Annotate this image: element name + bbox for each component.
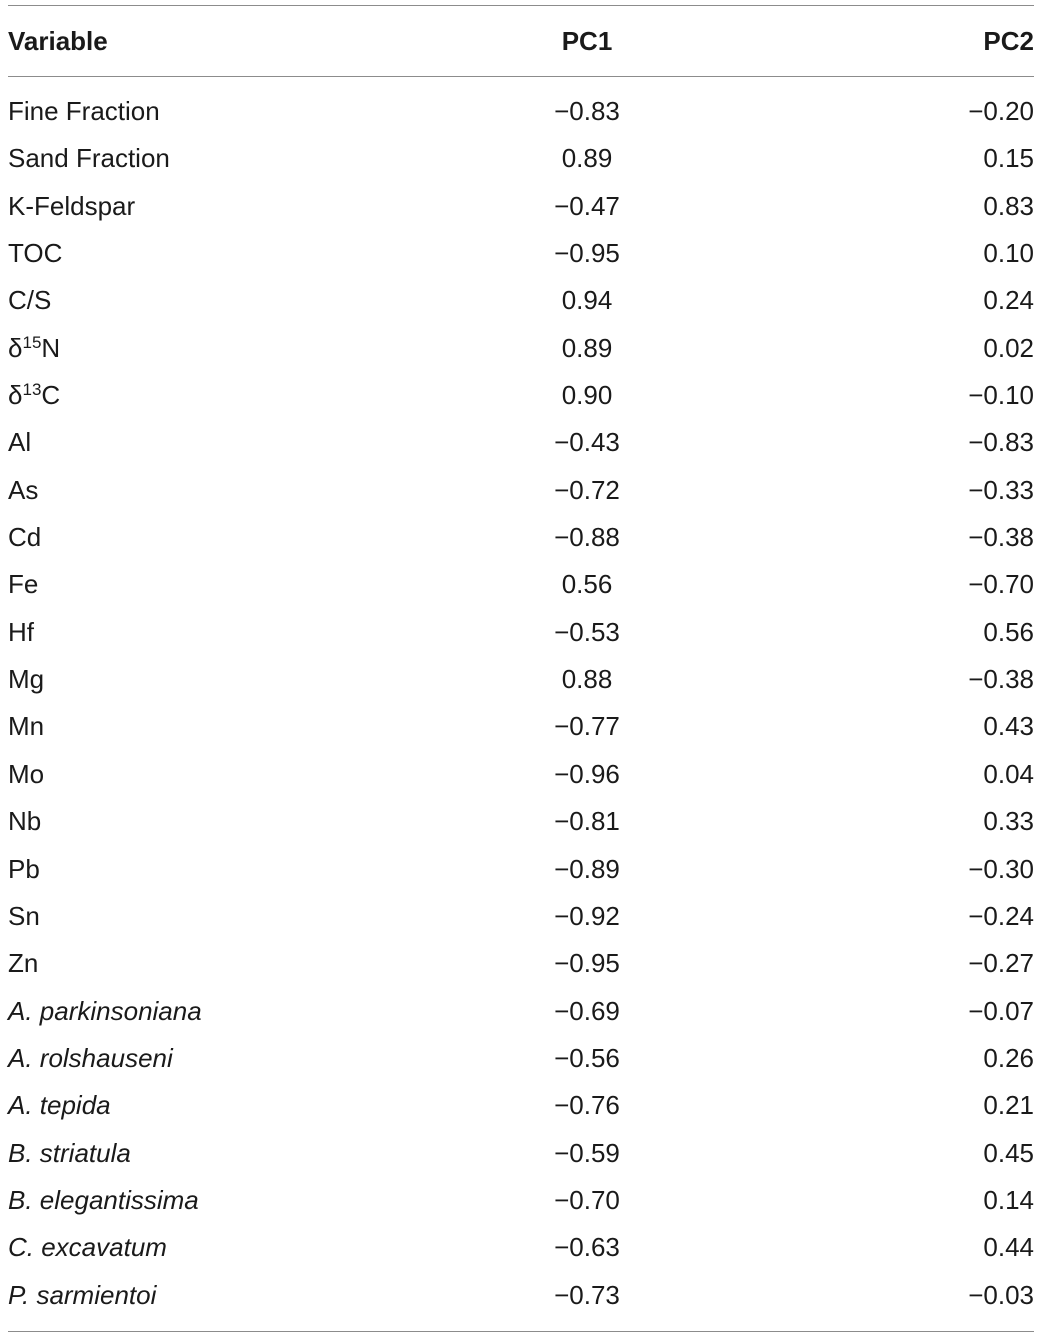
cell-pc2: 0.83 bbox=[983, 190, 1034, 221]
variable-name: Fine Fraction bbox=[8, 96, 160, 126]
table-row bbox=[0, 1082, 1042, 1129]
cell-variable bbox=[8, 1130, 131, 1177]
cell-variable bbox=[8, 1272, 156, 1319]
cell-variable bbox=[8, 1177, 199, 1224]
cell-variable bbox=[8, 230, 62, 277]
cell-pc2: 0.24 bbox=[983, 285, 1034, 316]
cell-pc1: −0.69 bbox=[554, 995, 620, 1026]
cell-pc2: −0.20 bbox=[968, 96, 1034, 126]
cell-pc1: −0.83 bbox=[554, 96, 620, 126]
cell-variable bbox=[8, 135, 170, 182]
variable-name: B. striatula bbox=[8, 1137, 131, 1168]
variable-name: A. tepida bbox=[8, 1090, 111, 1121]
cell-pc2: −0.07 bbox=[968, 995, 1034, 1026]
cell-pc1: −0.47 bbox=[554, 190, 620, 221]
cell-pc2: −0.38 bbox=[968, 664, 1034, 695]
table-bottom-rule bbox=[8, 1331, 1034, 1332]
cell-pc1: −0.73 bbox=[554, 1279, 620, 1310]
table-row bbox=[0, 703, 1042, 750]
cell-variable bbox=[8, 561, 38, 608]
variable-name: Fe bbox=[8, 569, 39, 600]
variable-name: C. excavatum bbox=[8, 1232, 167, 1263]
cell-variable bbox=[8, 372, 60, 419]
table-row bbox=[0, 751, 1042, 798]
cell-pc1: −0.89 bbox=[554, 853, 620, 884]
cell-variable bbox=[8, 703, 44, 750]
table-row bbox=[0, 561, 1042, 608]
table-row bbox=[0, 230, 1042, 277]
table-row bbox=[0, 798, 1042, 845]
cell-pc1: 0.89 bbox=[561, 332, 613, 363]
table-row bbox=[0, 1177, 1042, 1224]
variable-name: A. parkinsoniana bbox=[8, 995, 202, 1026]
cell-variable bbox=[8, 183, 135, 230]
table-row bbox=[0, 419, 1042, 466]
cell-pc2: −0.70 bbox=[968, 569, 1034, 600]
cell-pc1: −0.53 bbox=[554, 616, 620, 647]
cell-pc2: 0.43 bbox=[983, 711, 1034, 742]
cell-pc2: −0.24 bbox=[968, 900, 1034, 931]
variable-name: δ bbox=[8, 380, 23, 411]
cell-pc2: −0.33 bbox=[968, 474, 1034, 505]
variable-name: δ bbox=[8, 332, 23, 363]
cell-pc1: 0.56 bbox=[561, 569, 613, 600]
table-row bbox=[0, 1272, 1042, 1319]
table-row bbox=[0, 372, 1042, 419]
cell-variable bbox=[8, 467, 38, 514]
cell-pc1: −0.96 bbox=[554, 758, 620, 789]
cell-pc1: −0.95 bbox=[554, 948, 620, 979]
cell-pc1: −0.59 bbox=[554, 1137, 620, 1168]
cell-variable bbox=[8, 514, 41, 561]
cell-pc1: −0.76 bbox=[554, 1090, 620, 1121]
table-row bbox=[0, 988, 1042, 1035]
cell-pc1: 0.94 bbox=[561, 285, 613, 316]
cell-variable bbox=[8, 1035, 173, 1082]
variable-name: Mn bbox=[8, 711, 45, 742]
cell-pc2: 0.33 bbox=[983, 806, 1034, 837]
cell-pc1: 0.89 bbox=[561, 143, 613, 174]
cell-pc2: 0.02 bbox=[983, 332, 1034, 363]
cell-variable bbox=[8, 1082, 111, 1129]
table-row bbox=[0, 893, 1042, 940]
variable-name: Cd bbox=[8, 522, 42, 553]
table-row bbox=[0, 325, 1042, 372]
table-body bbox=[0, 88, 1042, 1319]
table-row bbox=[0, 277, 1042, 324]
cell-pc2: −0.27 bbox=[968, 948, 1034, 979]
cell-pc2: −0.10 bbox=[968, 380, 1034, 411]
table-row bbox=[0, 1130, 1042, 1177]
header-pc1: PC1 bbox=[561, 26, 613, 56]
cell-variable bbox=[8, 988, 202, 1035]
variable-name: TOC bbox=[8, 238, 63, 269]
cell-pc2: −0.38 bbox=[968, 522, 1034, 553]
cell-pc1: −0.92 bbox=[554, 900, 620, 931]
cell-pc2: −0.30 bbox=[968, 853, 1034, 884]
table-row bbox=[0, 135, 1042, 182]
cell-pc2: 0.15 bbox=[983, 143, 1034, 174]
variable-name: Sn bbox=[8, 900, 40, 931]
variable-name: B. elegantissima bbox=[8, 1184, 199, 1215]
header-variable: Variable bbox=[8, 26, 108, 56]
cell-pc2: 0.44 bbox=[983, 1232, 1034, 1263]
cell-pc2: 0.45 bbox=[983, 1137, 1034, 1168]
cell-variable bbox=[8, 940, 38, 987]
variable-name: Pb bbox=[8, 853, 40, 884]
cell-pc1: −0.70 bbox=[554, 1184, 620, 1215]
table-header-row bbox=[0, 19, 1042, 63]
cell-pc2: 0.14 bbox=[983, 1184, 1034, 1215]
cell-pc2: 0.26 bbox=[983, 1042, 1034, 1073]
variable-name: Sand Fraction bbox=[8, 143, 170, 174]
table-row bbox=[0, 514, 1042, 561]
cell-pc1: −0.95 bbox=[554, 238, 620, 269]
cell-pc2: 0.10 bbox=[983, 238, 1034, 269]
cell-pc2: −0.83 bbox=[968, 427, 1034, 458]
cell-pc2: 0.21 bbox=[983, 1090, 1034, 1121]
cell-variable bbox=[8, 277, 51, 324]
variable-name: Hf bbox=[8, 616, 34, 647]
table-row bbox=[0, 88, 1042, 135]
variable-name: As bbox=[8, 474, 39, 505]
isotope-element: C bbox=[41, 380, 61, 411]
variable-name: Zn bbox=[8, 948, 39, 979]
cell-variable bbox=[8, 656, 44, 703]
cell-pc1: 0.90 bbox=[561, 380, 613, 411]
cell-pc2: −0.03 bbox=[968, 1279, 1034, 1310]
header-pc2: PC2 bbox=[983, 26, 1034, 56]
variable-name: K-Feldspar bbox=[8, 190, 136, 221]
variable-name: Mo bbox=[8, 758, 45, 789]
table-row bbox=[0, 1224, 1042, 1271]
variable-name: P. sarmientoi bbox=[8, 1279, 157, 1310]
table-row bbox=[0, 846, 1042, 893]
cell-variable bbox=[8, 325, 60, 372]
cell-variable bbox=[8, 893, 40, 940]
cell-pc1: −0.88 bbox=[554, 522, 620, 553]
variable-name: Mg bbox=[8, 664, 45, 695]
table-row bbox=[0, 467, 1042, 514]
cell-variable bbox=[8, 609, 34, 656]
cell-pc1: −0.43 bbox=[554, 427, 620, 458]
table-header-rule bbox=[8, 76, 1034, 77]
table-row bbox=[0, 940, 1042, 987]
variable-name: A. rolshauseni bbox=[8, 1042, 173, 1073]
cell-variable bbox=[8, 798, 41, 845]
table-row bbox=[0, 656, 1042, 703]
cell-variable bbox=[8, 751, 44, 798]
cell-pc1: −0.77 bbox=[554, 711, 620, 742]
cell-variable bbox=[8, 1224, 167, 1271]
variable-name: Nb bbox=[8, 806, 42, 837]
cell-variable bbox=[8, 419, 31, 466]
cell-pc2: 0.04 bbox=[983, 758, 1034, 789]
cell-variable bbox=[8, 88, 160, 135]
cell-pc1: −0.56 bbox=[554, 1042, 620, 1073]
cell-variable bbox=[8, 846, 40, 893]
isotope-mass-number: 13 bbox=[22, 380, 42, 400]
table-row bbox=[0, 1035, 1042, 1082]
cell-pc1: −0.81 bbox=[554, 806, 620, 837]
cell-pc1: 0.88 bbox=[561, 664, 613, 695]
table-row bbox=[0, 609, 1042, 656]
cell-pc1: −0.72 bbox=[554, 474, 620, 505]
variable-name: C/S bbox=[8, 285, 52, 316]
table-top-rule bbox=[8, 5, 1034, 6]
cell-pc2: 0.56 bbox=[983, 616, 1034, 647]
variable-name: Al bbox=[8, 427, 32, 458]
cell-pc1: −0.63 bbox=[554, 1232, 620, 1263]
table-row bbox=[0, 183, 1042, 230]
isotope-element: N bbox=[41, 332, 61, 363]
isotope-mass-number: 15 bbox=[22, 332, 42, 352]
